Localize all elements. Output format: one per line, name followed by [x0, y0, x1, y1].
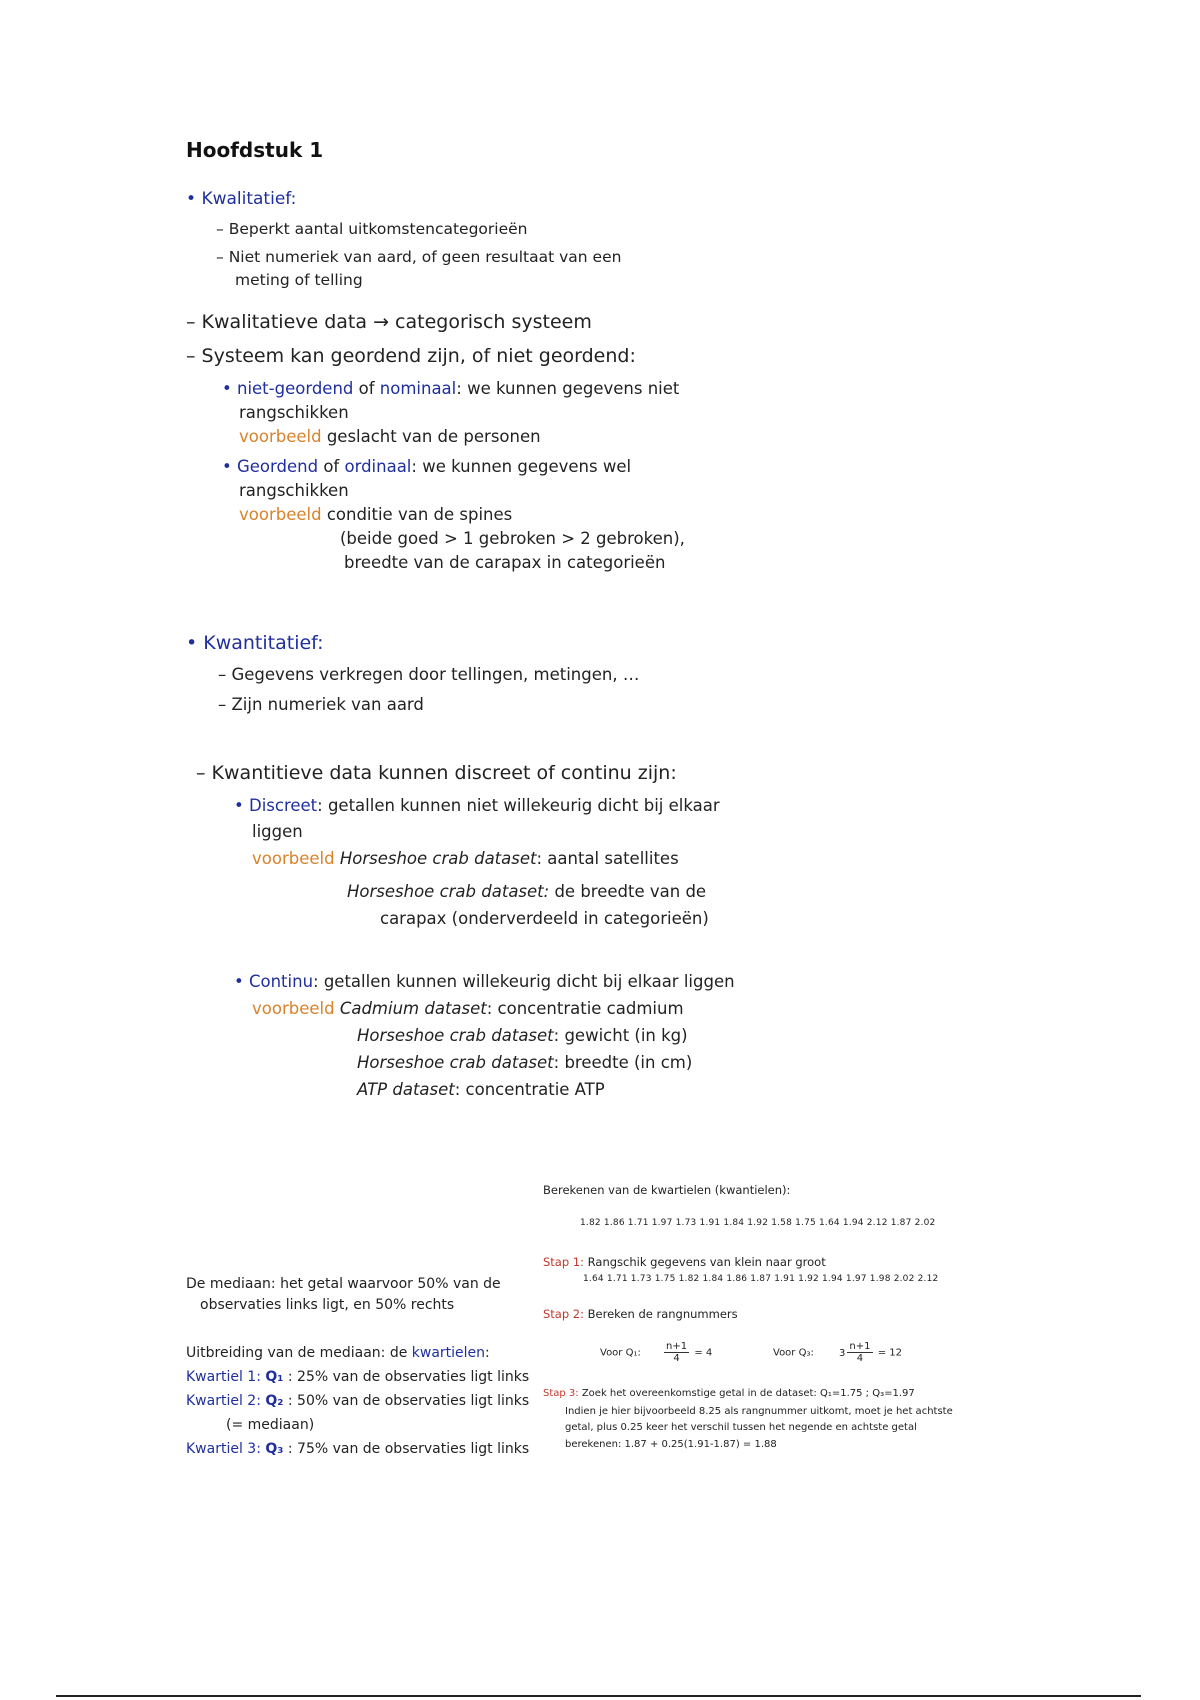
voorbeeld-label: voorbeeld: [239, 505, 322, 524]
q3-denominator: 4: [856, 1353, 864, 1364]
rangnummer-q3: [773, 1341, 902, 1364]
nominaal-term: nominaal: [379, 379, 457, 398]
discreet-line-2: liggen: [252, 822, 303, 841]
data-pre: Kwalitatieve data: [201, 311, 374, 333]
stap-3-text: Zoek het overeenkomstige getal in de dataset: Q₁=1.75 ; Q₃=1.97: [578, 1388, 915, 1399]
stap-1-text: Rangschik gegevens van klein naar groot: [584, 1255, 826, 1269]
example-text: : concentratie ATP: [454, 1080, 605, 1099]
stap-1-line: [543, 1255, 826, 1269]
q3-numerator: n+1: [849, 1341, 871, 1352]
niet-geordend-rest: : we kunnen gegevens niet: [456, 379, 680, 398]
kwantitatief-line-2: – Zijn numeriek van aard: [218, 695, 424, 714]
ordinaal-term: ordinaal: [344, 457, 412, 476]
continu-line: [234, 972, 735, 991]
kwartiel-2-sub: (= mediaan): [226, 1417, 315, 1433]
dataset-name: ATP dataset: [357, 1080, 455, 1099]
voor-q1-label: Voor Q₁:: [600, 1347, 641, 1359]
raw-data-row: 1.82 1.86 1.71 1.97 1.73 1.91 1.84 1.92 1.58 1.75 1.64 1.94 2.12 1.87 2.02: [580, 1218, 936, 1228]
kwantitatief-line-1: – Gegevens verkregen door tellingen, metingen, …: [218, 665, 639, 684]
kwalitatief-line-1: – Beperkt aantal uitkomstencategorieën: [216, 220, 527, 238]
stap-2-text: Bereken de rangnummers: [584, 1307, 738, 1321]
discreet-example-2: [347, 882, 706, 901]
q1-numerator: n+1: [666, 1341, 688, 1352]
niet-geordend-line-2: rangschikken: [239, 403, 349, 422]
kwalitatief-heading: • Kwalitatief:: [186, 189, 296, 209]
uitbreiding-line: [186, 1345, 490, 1361]
of-text: of: [318, 457, 345, 476]
q1-denominator: 4: [673, 1353, 680, 1364]
geordend-term: • Geordend: [222, 457, 318, 476]
kwantitatief-heading: • Kwantitatief:: [186, 632, 324, 654]
of-text: of: [353, 379, 380, 398]
geordend-rest: : we kunnen gegevens wel: [411, 457, 632, 476]
kwantitieve-data-line: – Kwantitieve data kunnen discreet of continu zijn:: [196, 762, 677, 784]
dataset-name: Horseshoe crab dataset: [357, 1053, 554, 1072]
stap-3-line-3: getal, plus 0.25 keer het verschil tussen het negende en achtste getal: [565, 1422, 917, 1433]
geordend-example: [239, 505, 512, 524]
data-post: categorisch systeem: [389, 311, 592, 333]
kwalitatief-line-2a: – Niet numeriek van aard, of geen resultaat van een: [216, 248, 621, 266]
voor-q3-label: Voor Q₃:: [773, 1347, 814, 1359]
kwartiel-1-line: [186, 1369, 529, 1385]
continu-term: • Continu: [234, 972, 313, 991]
fraction-q3: [847, 1341, 872, 1364]
kwartiel-3-label: Kwartiel 3:: [186, 1441, 266, 1457]
kwartiel-1-text: : 25% van de observaties ligt links: [283, 1369, 530, 1385]
uitbreiding-pre: Uitbreiding van de mediaan: de: [186, 1345, 412, 1361]
stap-3-line-2: Indien je hier bijvoorbeeld 8.25 als rangnummer uitkomt, moet je het achtste: [565, 1406, 953, 1417]
q2-symbol: Q₂: [265, 1393, 284, 1409]
example-text: geslacht van de personen: [321, 427, 541, 446]
uitbreiding-post: :: [485, 1345, 490, 1361]
voorbeeld-label: voorbeeld: [239, 427, 322, 446]
kwartielen-term: kwartielen: [411, 1345, 486, 1361]
systeem-line: – Systeem kan geordend zijn, of niet geordend:: [186, 345, 636, 367]
kwartiel-1-label: Kwartiel 1:: [186, 1369, 266, 1385]
voorbeeld-label: voorbeeld: [252, 999, 335, 1018]
stap-3-line-4: berekenen: 1.87 + 0.25(1.91-1.87) = 1.88: [565, 1439, 777, 1450]
continu-example-4: [357, 1080, 605, 1099]
niet-geordend-example: [239, 427, 541, 446]
kwartiel-3-line: [186, 1441, 529, 1457]
fraction-q1: [664, 1341, 689, 1364]
kwartiel-2-label: Kwartiel 2:: [186, 1393, 266, 1409]
voorbeeld-label: voorbeeld: [252, 849, 335, 868]
stap-2-line: [543, 1307, 738, 1321]
geordend-line: [222, 457, 631, 476]
kwartielen-heading: Berekenen van de kwartielen (kwantielen):: [543, 1183, 791, 1197]
mediaan-def-1: De mediaan: het getal waarvoor 50% van de: [186, 1276, 501, 1292]
geordend-example-line-2: (beide goed > 1 gebroken > 2 gebroken),: [340, 529, 685, 548]
discreet-rest: : getallen kunnen niet willekeurig dicht bij elkaar: [317, 796, 720, 815]
example-text: conditie van de spines: [321, 505, 513, 524]
discreet-term: • Discreet: [234, 796, 317, 815]
q3-multiplier: 3: [839, 1347, 846, 1359]
niet-geordend-term: • niet-geordend: [222, 379, 353, 398]
example-text: : breedte (in cm): [553, 1053, 693, 1072]
mediaan-def-2: observaties links ligt, en 50% rechts: [200, 1297, 455, 1313]
kwalitatief-line-2b: meting of telling: [235, 271, 363, 289]
niet-geordend-line: [222, 379, 679, 398]
stap-2-label: Stap 2:: [543, 1307, 585, 1321]
discreet-example-2-line-2: carapax (onderverdeeld in categorieën): [380, 909, 709, 928]
kwartiel-2-text: : 50% van de observaties ligt links: [283, 1393, 530, 1409]
arrow-icon: →: [373, 311, 389, 333]
dataset-name: Cadmium dataset: [339, 999, 487, 1018]
example-text: : aantal satellites: [536, 849, 679, 868]
rangnummer-q1: [600, 1341, 712, 1364]
continu-example: [252, 999, 684, 1018]
q3-symbol: Q₃: [265, 1441, 284, 1457]
q1-symbol: Q₁: [265, 1369, 284, 1385]
geordend-example-line-3: breedte van de carapax in categorieën: [344, 553, 666, 572]
example-text: : gewicht (in kg): [553, 1026, 688, 1045]
geordend-line-2: rangschikken: [239, 481, 349, 500]
continu-example-2: [357, 1026, 688, 1045]
stap-3-label: Stap 3:: [543, 1388, 579, 1399]
dataset-name: Horseshoe crab dataset: [357, 1026, 554, 1045]
kwalitatieve-data-line: [186, 311, 592, 333]
dataset-name: Horseshoe crab dataset: [339, 849, 537, 868]
bottom-rule: [56, 1695, 1141, 1697]
stap-1-label: Stap 1:: [543, 1255, 585, 1269]
q3-result: = 12: [877, 1347, 902, 1359]
continu-example-3: [357, 1053, 692, 1072]
stap-3-line: [543, 1388, 915, 1399]
dataset-name: Horseshoe crab dataset:: [347, 882, 550, 901]
q1-result: = 4: [694, 1347, 713, 1359]
discreet-example: [252, 849, 679, 868]
discreet-line: [234, 796, 720, 815]
sorted-data-row: 1.64 1.71 1.73 1.75 1.82 1.84 1.86 1.87 1.91 1.92 1.94 1.97 1.98 2.02 2.12: [583, 1274, 939, 1284]
kwartiel-2-line: [186, 1393, 529, 1409]
continu-rest: : getallen kunnen willekeurig dicht bij elkaar liggen: [313, 972, 735, 991]
example-text: : concentratie cadmium: [486, 999, 684, 1018]
page-title: Hoofdstuk 1: [186, 138, 324, 162]
kwartiel-3-text: : 75% van de observaties ligt links: [283, 1441, 530, 1457]
example-text: de breedte van de: [549, 882, 707, 901]
